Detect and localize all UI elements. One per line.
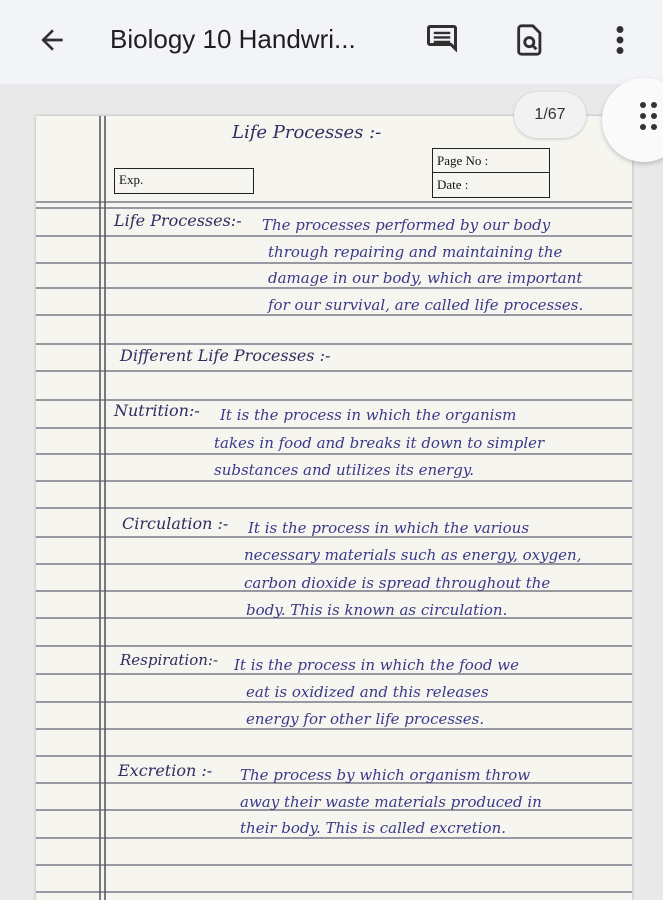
section-line: substances and utilizes its energy.	[214, 461, 475, 479]
section-line: for our survival, are called life processes.	[268, 296, 584, 314]
page-no-date-box	[432, 148, 550, 198]
comments-button[interactable]	[418, 18, 466, 66]
section-label: Nutrition:-	[114, 401, 200, 420]
section-line: necessary materials such as energy, oxygen,	[244, 546, 582, 564]
section-label: Circulation :-	[122, 514, 229, 533]
back-button[interactable]	[28, 18, 76, 66]
section-line: The process by which organism throw	[240, 766, 531, 784]
section-line: eat is oxidized and this releases	[246, 683, 489, 701]
section-line: carbon dioxide is spread throughout the	[244, 574, 551, 592]
app-bar	[0, 0, 663, 84]
page-no-label: Page No :	[437, 153, 489, 168]
exp-box	[114, 168, 254, 194]
exp-label: Exp.	[119, 172, 144, 187]
section-line: their body. This is called excretion.	[240, 819, 507, 837]
comment-icon	[424, 22, 460, 63]
section-line: The processes performed by our body	[262, 216, 551, 234]
more-options-button[interactable]	[596, 18, 644, 66]
more-vert-icon	[608, 22, 632, 63]
section-line: damage in our body, which are important	[268, 269, 583, 287]
section-line: takes in food and breaks it down to simpler	[214, 434, 545, 452]
section-line: It is the process in which the food we	[234, 656, 519, 674]
notebook-page	[36, 116, 632, 900]
section-line: body. This is known as circulation.	[246, 601, 508, 619]
page-heading: Life Processes :-	[232, 122, 382, 143]
date-label: Date :	[437, 177, 469, 192]
section-label: Different Life Processes :-	[120, 346, 331, 365]
page-counter: 1/67	[514, 92, 586, 138]
grid-dots-icon	[638, 100, 660, 139]
section-line: It is the process in which the organism	[220, 406, 517, 424]
document-title: Biology 10 Handwri...	[110, 24, 356, 54]
section-label: Life Processes:-	[114, 211, 242, 230]
section-line: away their waste materials produced in	[240, 793, 542, 811]
section-line: through repairing and maintaining the	[268, 243, 563, 261]
section-line: It is the process in which the various	[248, 519, 530, 537]
section-line: energy for other life processes.	[246, 710, 485, 728]
document-search-icon	[513, 23, 547, 62]
section-label: Excretion :-	[118, 761, 213, 780]
arrow-left-icon	[36, 24, 68, 61]
find-in-document-button[interactable]	[506, 18, 554, 66]
section-label: Respiration:-	[120, 651, 219, 669]
